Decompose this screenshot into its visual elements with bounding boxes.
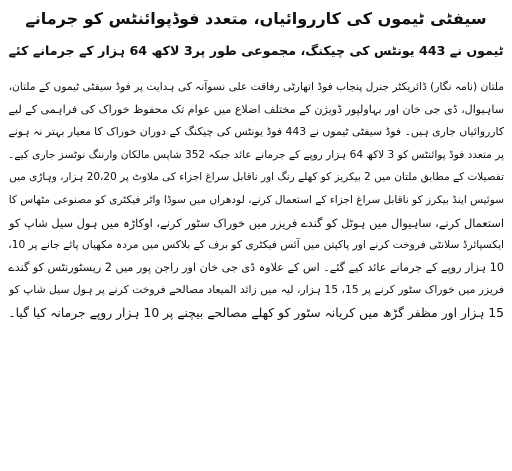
headline: سیفٹی ٹیموں کی کارروائیاں، متعدد فوڈپوائنٹس کو جرمانے	[25, 9, 487, 28]
article-line-10: فریزر میں خوراک سٹور کرنے پر 15، 15 ہزار، لیہ میں زائد المیعاد مصالحے فروخت کرنے پر ہول سیل شاپ کو	[9, 283, 504, 297]
article-line-7: استعمال کرنے، ساہیوال میں ہوٹل کو گندے فریزر میں خوراک سٹور کرنے، اوکاڑہ میں ہول سیل شاپ کو	[9, 215, 504, 230]
article-line-11: 15 ہزار اور مظفر گڑھ میں کریانہ سٹور کو کھلے مصالحے بیچنے پر 10 ہزار روپے جرمانہ کیا گیا۔	[8, 305, 504, 320]
article-line-5: تفصیلات کے مطابق ملتان میں 2 بیکریز کو کھلے رنگ اور ناقابل سراغ اجزاء کی ملاوٹ پر 20،20 ہزار، وہاڑی میں	[9, 171, 504, 184]
article-line-9: 10 ہزار روپے کے جرمانے عائد کیے گئے۔ اس کے علاوہ ڈی جی خان اور راجن پور میں 2 ریسٹورنٹس کو گندے	[8, 260, 504, 274]
article-line-1: ملتان (نامہ نگار) ڈائریکٹر جنرل پنجاب فوڈ اتھارٹی رفاقت علی نسوآنہ کی ہدایت پر فوڈ سیفٹی ٹیموں کے ملتان،	[8, 80, 504, 93]
article-line-4: پر متعدد فوڈ پوائنٹس کو 3 لاکھ 64 ہزار روپے کے جرمانے عائد جبکہ 352 شاپس مالکان وارننگ نوٹسز جاری کیے۔	[8, 148, 504, 161]
article-line-2: ساہیوال، ڈی جی خان اور بہاولپور ڈویژن کے مختلف اضلاع میں عوام تک محفوظ خوراک کی فراہمی کے لیے	[8, 102, 504, 116]
article-body	[8, 76, 504, 325]
article-line-6: سوئیس اینڈ بیکرز کو ناقابل سراغ اجزاء کے استعمال کرنے، لودھراں میں سوڈا واٹر فیکٹری کو مصنوعی مٹھاس کا	[8, 193, 504, 206]
article-line-3: کارروائیاں جاری ہیں۔ فوڈ سیفٹی ٹیموں نے 443 فوڈ یونٹس کی چیکنگ کے دوران خوراک کا معیار بہتر نہ ہونے	[8, 125, 504, 139]
article-line-8: ایکسپائرڈ سلانٹی فروخت کرنے اور پاکپتن میں آئس فیکٹری کو برف کے بلاکس میں مردہ مکھیاں پائے جانے پر 10،	[8, 238, 504, 252]
subheadline: ٹیموں نے 443 یونٹس کی چیکنگ، مجموعی طور پر3 لاکھ 64 ہزار کے جرمانے کئے	[8, 43, 504, 58]
